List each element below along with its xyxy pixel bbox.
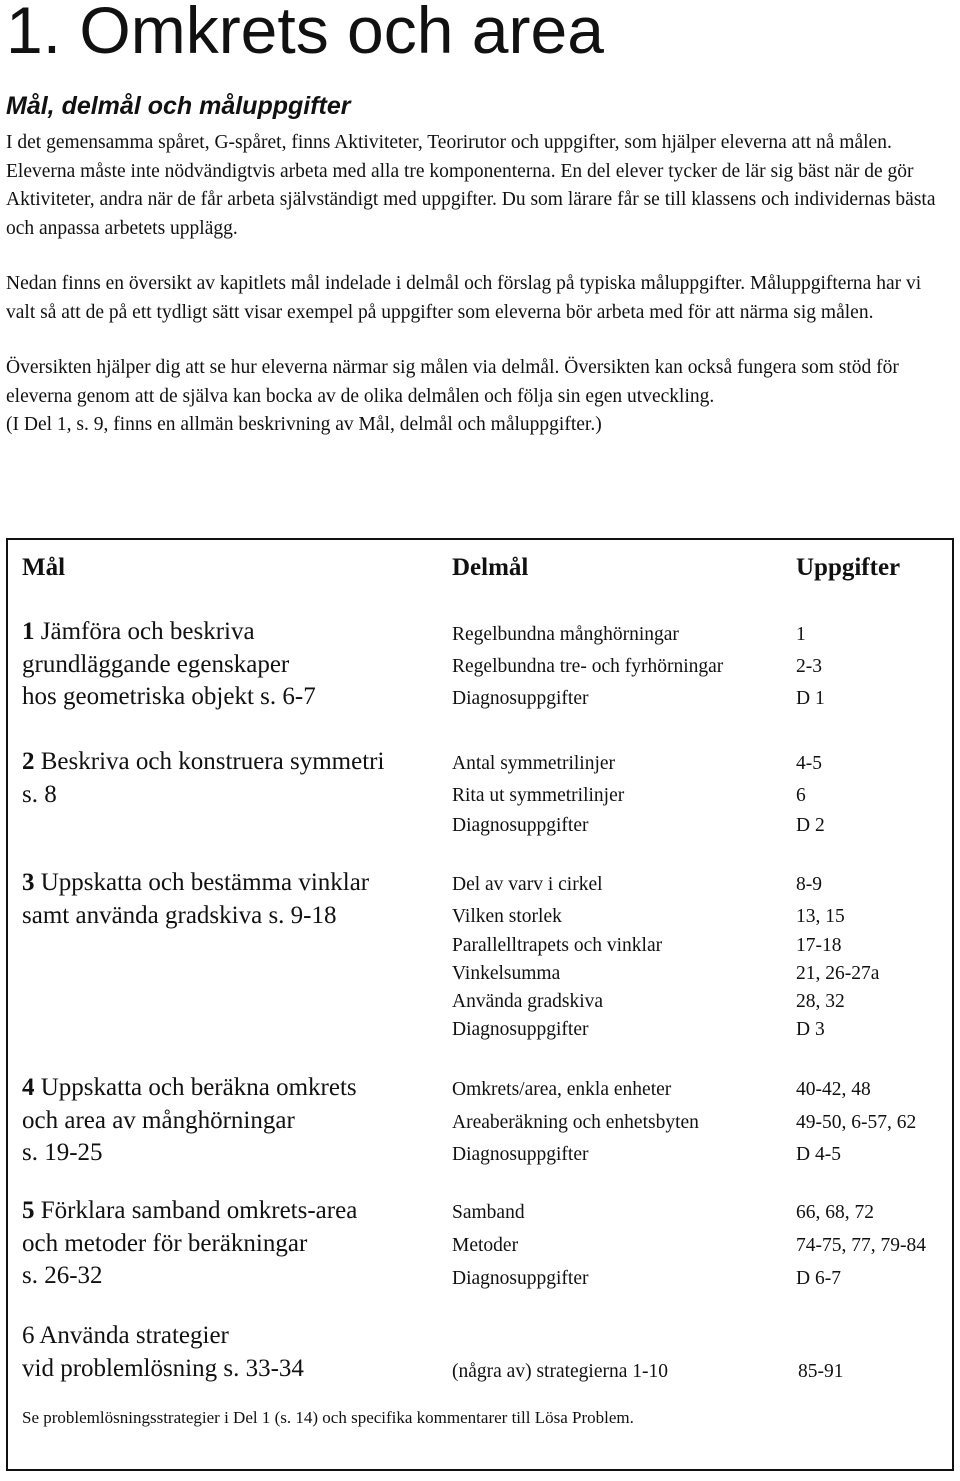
task-ref: 66, 68, 72 bbox=[796, 1202, 874, 1223]
task-ref: 40-42, 48 bbox=[796, 1079, 871, 1100]
goal-line: s. 26-32 bbox=[22, 1262, 103, 1289]
goal-2 bbox=[22, 746, 384, 811]
goal-line: 3 Uppskatta och bestämma vinklar bbox=[22, 869, 370, 896]
intro-paragraph: Nedan finns en översikt av kapitlets mål indelade i delmål och förslag på typiska måluppgifter. Måluppgifterna har vi valt så att de på ett tydligt sätt visar exempel på uppgifter som eleverna bör arbeta med för att närma sig målen. bbox=[6, 273, 922, 323]
task-ref: D 3 bbox=[796, 1019, 825, 1040]
subgoal: (några av) strategierna 1-10 bbox=[452, 1361, 669, 1382]
subgoal: Diagnosuppgifter bbox=[452, 688, 589, 709]
goal-number: 5 bbox=[22, 1197, 35, 1224]
section-subtitle: Mål, delmål och måluppgifter bbox=[6, 92, 351, 120]
goal-line: 5 Förklara samband omkrets-area bbox=[22, 1197, 358, 1224]
subgoal: Areaberäkning och enhetsbyten bbox=[452, 1112, 699, 1133]
goal-line: s. 8 bbox=[22, 780, 57, 808]
task-ref: D 6-7 bbox=[796, 1268, 841, 1289]
page-title: 1. Omkrets och area bbox=[6, 0, 604, 67]
subgoal: Antal symmetrilinjer bbox=[452, 753, 616, 774]
goal-line: och area av månghörningar bbox=[22, 1106, 295, 1134]
task-ref: 49-50, 6-57, 62 bbox=[796, 1112, 917, 1133]
goal-line: 2 Beskriva och konstruera symmetri bbox=[22, 748, 385, 775]
subgoal: Regelbundna tre- och fyrhörningar bbox=[452, 656, 724, 677]
task-ref: D 4-5 bbox=[796, 1144, 841, 1165]
goal-line: 4 Uppskatta och beräkna omkrets bbox=[22, 1074, 357, 1101]
subgoal: Diagnosuppgifter bbox=[452, 1019, 589, 1040]
task-ref: 13, 15 bbox=[796, 906, 845, 927]
task-ref: D 1 bbox=[796, 688, 825, 709]
goal-line: 6 Använda strategier bbox=[22, 1322, 229, 1349]
goal-line: 1 Jämföra och beskriva bbox=[22, 618, 255, 645]
task-ref: 17-18 bbox=[796, 935, 842, 956]
goal-number: 1 bbox=[22, 618, 35, 645]
subgoal: Diagnosuppgifter bbox=[452, 1268, 589, 1289]
intro-reference: (I Del 1, s. 9, finns en allmän beskrivning av Mål, delmål och måluppgifter.) bbox=[6, 414, 602, 435]
subgoal: Diagnosuppgifter bbox=[452, 1144, 589, 1165]
goal-line: samt använda gradskiva s. 9-18 bbox=[22, 901, 337, 929]
subgoal: Omkrets/area, enkla enheter bbox=[452, 1079, 672, 1100]
subgoal: Samband bbox=[452, 1202, 525, 1223]
subgoal: Använda gradskiva bbox=[452, 991, 604, 1012]
header-tasks: Uppgifter bbox=[796, 554, 901, 581]
task-ref: 8-9 bbox=[796, 874, 822, 895]
task-ref: 21, 26-27a bbox=[796, 963, 880, 984]
goal-line: grundläggande egenskaper bbox=[22, 650, 290, 678]
goals-table bbox=[6, 538, 954, 1471]
intro-paragraph: I det gemensamma spåret, G-spåret, finns Aktiviteter, Teorirutor och uppgifter, som hjälper eleverna att nå målen. Eleverna måste inte nödvändigtvis arbeta med alla tre komponenterna. En del elever tycker de lär sig bäst när de gör Aktiviteter, andra när de får arbeta självständigt med uppgifter. Du som lärare får se till klassens och individernas bästa och anpassa arbetets upplägg. bbox=[6, 132, 936, 239]
task-ref: 2-3 bbox=[796, 656, 822, 677]
header-subgoal: Delmål bbox=[452, 554, 529, 581]
task-ref: 6 bbox=[796, 785, 806, 806]
subgoal: Parallelltrapets och vinklar bbox=[452, 935, 663, 956]
subgoal: Rita ut symmetrilinjer bbox=[452, 785, 625, 806]
goal-3 bbox=[22, 867, 369, 932]
goal-number: 6 bbox=[22, 1322, 35, 1349]
subgoal: Del av varv i cirkel bbox=[452, 874, 603, 895]
goal-line: hos geometriska objekt s. 6-7 bbox=[22, 683, 316, 710]
goal-1 bbox=[22, 616, 316, 714]
goal-line: s. 19-25 bbox=[22, 1139, 103, 1166]
table-footnote: Se problemlösningsstrategier i Del 1 (s. 14) och specifika kommentarer till Lösa Problem. bbox=[22, 1408, 634, 1427]
task-ref: D 2 bbox=[796, 815, 825, 836]
subgoal: Diagnosuppgifter bbox=[452, 815, 589, 836]
task-ref: 85-91 bbox=[798, 1361, 844, 1382]
intro-text bbox=[6, 129, 936, 440]
goal-5 bbox=[22, 1195, 357, 1293]
goal-6 bbox=[22, 1320, 304, 1385]
goal-line: och metoder för beräkningar bbox=[22, 1229, 308, 1257]
task-ref: 1 bbox=[796, 624, 806, 645]
goal-number: 4 bbox=[22, 1074, 35, 1101]
task-ref: 74-75, 77, 79-84 bbox=[796, 1235, 926, 1256]
subgoal: Vinkelsumma bbox=[452, 963, 561, 984]
goal-number: 2 bbox=[22, 748, 35, 775]
subgoal: Vilken storlek bbox=[452, 906, 562, 927]
task-ref: 28, 32 bbox=[796, 991, 845, 1012]
header-goal: Mål bbox=[22, 554, 66, 581]
subgoal: Regelbundna månghörningar bbox=[452, 624, 679, 645]
subgoal: Metoder bbox=[452, 1235, 519, 1256]
intro-paragraph: Översikten hjälper dig att se hur eleverna närmar sig målen via delmål. Översikten kan också fungera som stöd för eleverna genom att de själva kan bocka av de olika delmålen och följa sin egen utveckling. bbox=[6, 357, 899, 407]
goal-line: vid problemlösning s. 33-34 bbox=[22, 1354, 304, 1382]
goal-number: 3 bbox=[22, 869, 35, 896]
goal-4 bbox=[22, 1072, 357, 1170]
task-ref: 4-5 bbox=[796, 753, 822, 774]
